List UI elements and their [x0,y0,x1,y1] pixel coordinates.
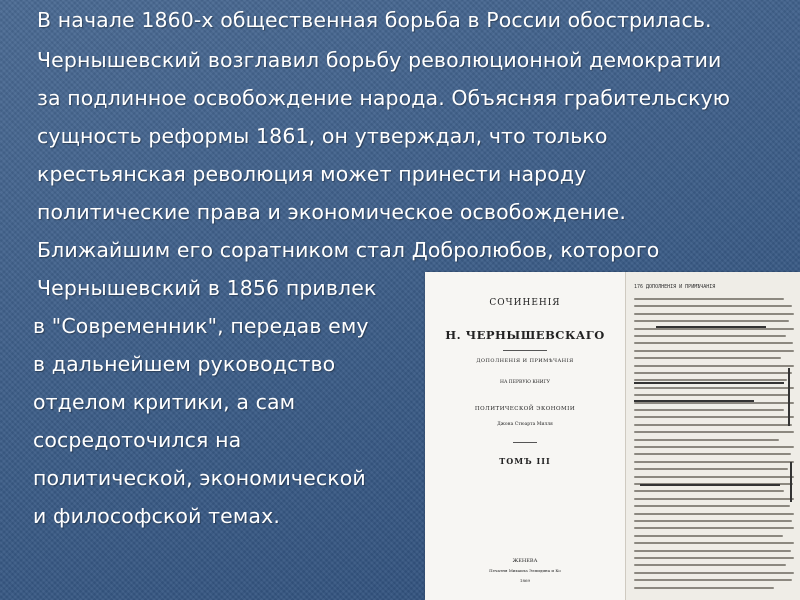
book-series-title: СОЧИНЕНІЯ [489,298,561,308]
page-annotation-mark [634,400,754,402]
page-text-row [634,431,794,433]
page-text-row [634,550,791,552]
slide-text-line-14: и философской темах. [33,504,280,528]
page-text-row [634,298,784,300]
page-text-row [634,320,789,322]
page-annotation-mark [634,382,784,384]
slide-text-line-6: политические права и экономическое освобождение. [37,200,626,224]
page-text-row [634,498,794,500]
slide-text-line-10: в дальнейшем руководство [33,352,336,376]
slide-text-line-7: Ближайшим его соратником стал Добролюбов, которого [37,238,660,262]
page-text-row [634,453,791,455]
page-text-row [634,342,793,344]
book-publisher: Печатня Михаила Элпидина и Ко [489,568,561,573]
page-text-row [634,490,784,492]
book-city: ЖЕНЕВА [512,558,538,564]
page-text-row [634,572,794,574]
page-text-row [634,542,794,544]
slide-text-line-3: за подлинное освобождение народа. Объясняя грабительскую [37,86,731,110]
page-text-row [634,564,786,566]
book-year: 1869 [519,578,531,583]
book-text-page [625,272,800,600]
slide-text-line-9: в "Современник", передав ему [33,314,369,338]
book-author: Н. ЧЕРНЫШЕВСКАГО [445,328,605,342]
page-text-row [634,520,792,522]
book-subject: ПОЛИТИЧЕСКОЙ ЭКОНОМІИ [474,406,576,412]
page-text-row [634,365,794,367]
page-text-row [634,350,794,352]
page-text-row [634,416,794,418]
slide-text-line-8: Чернышевский в 1856 привлек [37,276,377,300]
page-annotation-mark [640,484,780,486]
book-subtitle-2: НА ПЕРВУЮ КНИГУ [500,380,550,385]
page-text-row [634,328,794,330]
page-text-row [634,372,792,374]
page-text-row [634,461,794,463]
page-text-row [634,387,794,389]
page-text-row [634,557,794,559]
page-text-row [634,476,794,478]
page-text-row [634,505,790,507]
page-text-row [634,409,784,411]
book-image [425,272,800,600]
book-subject-author: Джона Стюарта Милля [497,422,553,427]
slide-text-line-11: отделом критики, а сам [33,390,296,414]
page-annotation-mark [790,462,792,502]
title-rule-2 [513,442,537,443]
page-text-row [634,439,779,441]
slide-text-line-12: сосредоточился на [33,428,242,452]
page-text-row [634,305,792,307]
page-text-row [634,402,794,404]
title-rule [503,350,547,351]
page-annotation-mark [788,368,790,426]
page-text-row [634,527,794,529]
slide-text-line-13: политической, экономической [33,466,366,490]
page-text-row [634,357,781,359]
slide-text-line-2: Чернышевский возглавил борьбу революционной демократии [37,48,722,72]
page-annotation-mark [656,326,766,328]
slide-text-line-1: В начале 1860-х общественная борьба в России обострилась. [37,8,712,32]
book-subtitle: ДОПОЛНЕНІЯ И ПРИМѢЧАНІЯ [476,358,574,364]
book-title-page [425,272,625,600]
book-volume: ТОМЪ III [499,456,551,466]
page-text-row [634,587,774,589]
page-text-row [634,335,786,337]
page-text-row [634,513,794,515]
page-header: 176 ДОПОЛНЕНІЯ И ПРИМѢЧАНІЯ [634,284,716,290]
page-text-row [634,313,794,315]
page-text-row [634,535,783,537]
page-text-row [634,446,794,448]
page-text-row [634,579,792,581]
page-text-row [634,424,792,426]
page-text-row [634,394,790,396]
page-text-row [634,468,788,470]
slide-text-line-5: крестьянская революция может принести народу [37,162,587,186]
slide-text-line-4: сущность реформы 1861, он утверждал, что только [37,124,608,148]
